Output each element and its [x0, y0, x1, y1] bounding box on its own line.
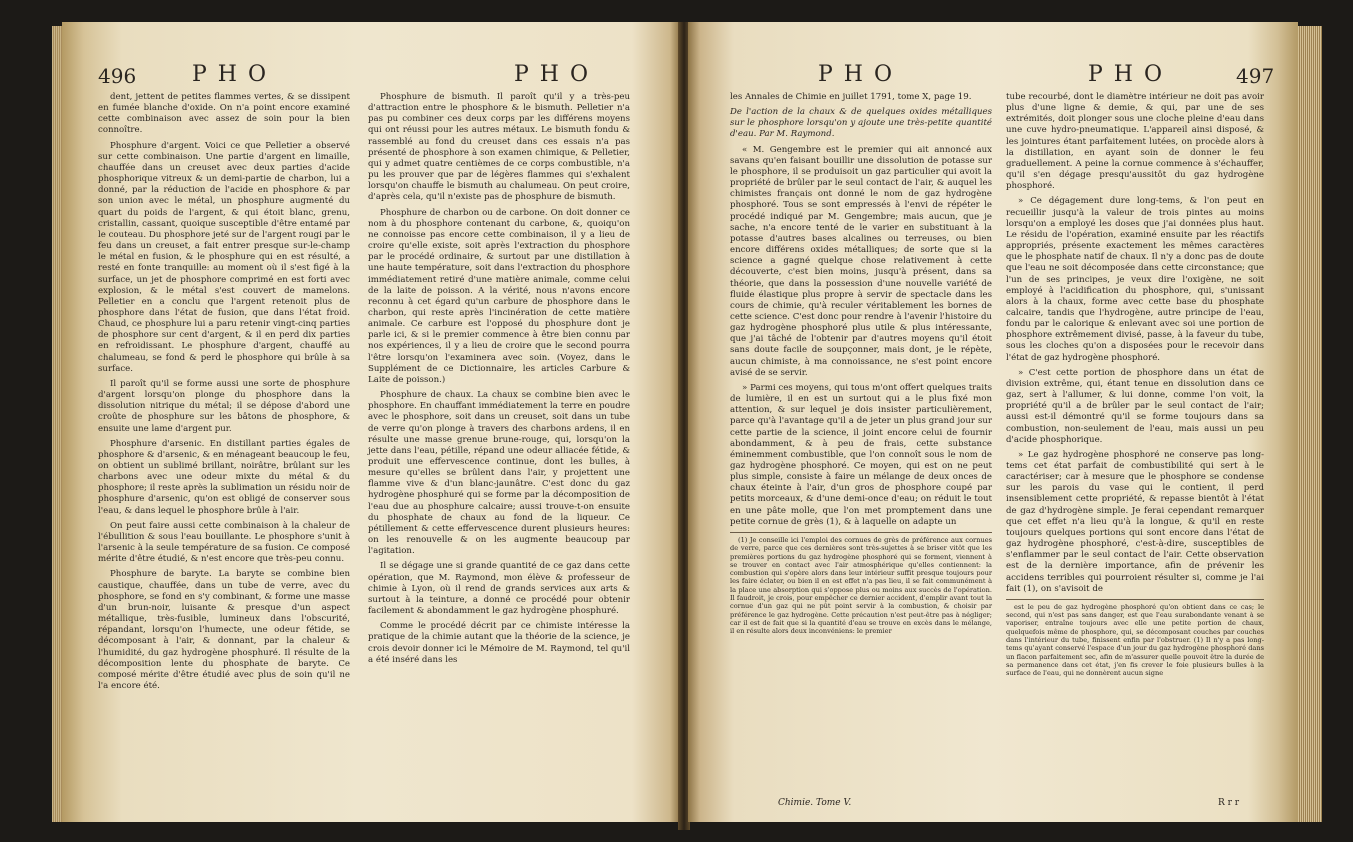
paragraph: Phosphure d'argent. Voici ce que Pelletier a observé sur cette combinaison. Une partie d'argent en limaille, chauffée dans un creuset avec deux parties d'acide phosphorique vitreux & un demi-partie de charbon, lui a donné, par la réduction de l'acide en phosphore & par son union avec le métal, un phosphure augmenté du quart du poids de l'argent, & qui étoit blanc, grenu, cristallin, cassant, quoique susceptible d'être entamé par le couteau. Du phosphore jeté sur de l'argent rougi par le feu dans un creuset, a fait entrer presque sur-le-champ le métal en fusion, & le phosphure qui en est résulté, a resté en fonte tranquille: au moment où il s'est figé à la surface, un jet de phosphore comprimé en est forti avec explosion, & le métal s'est couvert de mamelons. Pelletier en a conclu que l'argent retenoit plus de phosphore dans l'état de fusion, que dans l'état froid. Chaud, ce phosphure lui a paru retenir vingt-cinq parties de phosphore sur cent d'argent, & il en perd dix parties en refroidissant. Le phosphure d'argent, chauffé au chalumeau, se fond & perd le phosphore qui brûle à sa surface.: [98, 140, 350, 374]
paragraph: « M. Gengembre est le premier qui ait annoncé aux savans qu'en faisant bouillir une dissolution de potasse sur le phosphore, il se produisoit un gaz particulier qui avoit la propriété de brûler par le seul contact de l'air, & auquel les chimistes français ont donné le nom de gaz hydrogène phosphoré. Tous se sont empressés à l'envi de répéter le procédé indiqué par M. Gengembre; mais aucun, que je sache, n'a encore tenté de le varier en substituant à la potasse d'autres bases alcalines ou terreuses, ou bien encore différens oxides métalliques; de sorte que si la science a gagné quelque chose relativement à cette découverte, c'est bien moins, jusqu'à présent, dans sa théorie, que dans la possession d'une nouvelle variété de fluide élastique plus propre à servir de spectacle dans les cours de chimie, qu'à reculer véritablement les bornes de cette science. C'est donc pour rendre à l'avenir l'histoire du gaz hydrogène phosphoré plus utile & plus intéressante, que j'ai tâché de l'obtenir par d'autres moyens qu'il étoit sans doute facile de soupçonner, mais dont, je le répète, aucun chimiste, à ma connoissance, ne s'est point encore avisé de se servir.: [730, 144, 992, 378]
left-running-head-1: P H O: [192, 62, 269, 87]
paragraph: Il se dégage une si grande quantité de ce gaz dans cette opération, que M. Raymond, mon élève & professeur de chimie à Lyon, où il rend de grands services aux arts & surtout à la teinture, a donné ce procédé pour obtenir facilement & abondamment le gaz hydrogène phosphuré.: [368, 561, 630, 617]
paragraph: Phosphure de bismuth. Il paroît qu'il y a très-peu d'attraction entre le phosphore & le bismuth. Pelletier n'a pas pu combiner ces deux corps par les différens moyens qui ont réussi pour les autres métaux. Le bismuth fondu & rassemblé au fond du creuset dans ces essais n'a pas présenté de phosphore à son examen chimique, & Pelletier, qui y admet quatre centièmes de ce corps combustible, n'a pu les prouver que par de légères flammes qui s'exhalent lorsqu'on chauffe le bismuth au chalumeau. On peut croire, d'après cela, qu'il n'existe pas de phosphure de bismuth.: [368, 92, 630, 203]
footnote-text: est le peu de gaz hydrogène phosphoré qu'on obtient dans ce cas; le second, qui n'est pas sans danger, est que l'eau surabondante venant à se vaporiser, entraîne toujours avec elle une petite portion de chaux, quelquefois même de phosphore, qui, se décomposant couches par couches dans l'intérieur du tube, finissent enfin par l'obstruer. (1) Il n'y a pas long-tems qu'ayant conservé l'espace d'un jour du gaz hydrogène phosphoré dans un flacon parfaitement sec, afin de m'assurer quelle pouvoit être la durée de sa permanence dans cet état, j'en fis crever le foie plusieurs bulles à la surface de l'eau, qui ne donnèrent aucun signe: [1006, 602, 1264, 678]
right-running-head-1: P H O: [818, 62, 895, 87]
signature-footer: Chimie. Tome V.: [778, 798, 852, 808]
paragraph: dent, jettent de petites flammes vertes, & se dissipent en fumée blanche d'oxide. On n'a point encore examiné cette combinaison avec assez de soin pour la bien connoître.: [98, 92, 350, 136]
paragraph: tube recourbé, dont le diamètre intérieur ne doit pas avoir plus d'une ligne & demie, & qui, par une de ses extrémités, doit plonger sous une cloche pleine d'eau dans une cuve hydro-pneumatique. L'appareil ainsi disposé, & les jointures étant parfaitement lutées, on procède alors à la distillation, en ayant soin de donner le feu graduellement. A peine la cornue commence à s'échauffer, qu'il s'en dégage presqu'aussitôt du gaz hydrogène phosphoré.: [1006, 92, 1264, 192]
footnote: [1006, 599, 1264, 678]
memoir-title: De l'action de la chaux & de quelques oxides métalliques sur le phosphore lorsqu'on y ajoute une très-petite quantité d'eau. Par M. Raymond.: [730, 107, 992, 140]
paragraph: Phosphure d'arsenic. En distillant parties égales de phosphore & d'arsenic, & en ménageant beaucoup le feu, on obtient un sublimé brillant, noirâtre, brûlant sur les charbons avec une odeur mixte du métal & du phosphore; il reste après la sublimation un résidu noir de phosphure d'arsenic, qu'on est obligé de conserver sous l'eau, & dans lequel le phosphore brûle à l'air.: [98, 438, 350, 516]
right-page: [688, 22, 1298, 822]
paragraph: » C'est cette portion de phosphore dans un état de division extrême, qui, étant tenue en dissolution dans ce gaz, sert à l'allumer, & lui donne, comme l'on voit, la propriété qu'il a de brûler par le seul contact de l'air; aussi est-il démontré qu'il se forme toujours dans sa combustion, non-seulement de l'eau, mais aussi un peu d'acide phosphorique.: [1006, 367, 1264, 445]
footnote: [730, 532, 992, 636]
left-page-number: 496: [98, 64, 137, 88]
paragraph: Phosphure de baryte. La baryte se combine bien caustique, chauffée, dans un tube de verre, avec du phosphore, se fond en s'y combinant, & forme une masse d'un brun-noir, luisante & presque d'un aspect métallique, très-fusible, lumineux dans l'obscurité, répandant, lorsqu'on l'humecte, une odeur fétide, se décomposant à l'air, & donnant, par la chaleur & l'humidité, du gaz hydrogène phosphuré. Il résulte de la décomposition lente du phosphate de baryte. Ce composé mérite d'être étudié avec plus de soin qu'il ne l'a encore été.: [98, 569, 350, 691]
right-running-head-2: P H O: [1088, 62, 1165, 87]
open-book: [52, 22, 1322, 830]
left-column-2: [368, 92, 630, 670]
paragraph: » Le gaz hydrogène phosphoré ne conserve pas long-tems cet état parfait de combustibilité qui sert à le caractériser; car à mesure que le phosphore se condense sur les parois du vase qui le contient, il perd insensiblement cette propriété, & repasse bientôt à l'état de gaz d'hydrogène simple. Je ferai cependant remarquer que cet effet n'a lieu qu'à la longue, & qu'il en reste toujours quelques portions qui sont encore dans l'état de gaz hydrogène phosphoré, c'est-à-dire, susceptibles de s'enflammer par le seul contact de l'air. Cette observation est de la dernière importance, afin de prévenir les accidens terribles qui pourroient résulter si, comme je l'ai fait (1), on s'avisoit de: [1006, 449, 1264, 594]
left-column-1: [98, 92, 350, 696]
paragraph: Il paroît qu'il se forme aussi une sorte de phosphure d'argent lorsqu'on plonge du phosphore dans la dissolution nitrique du métal; il se dépose d'abord une croûte de phosphure sur les bâtons de phosphore, & ensuite une lame d'argent pur.: [98, 378, 350, 434]
left-page: [62, 22, 680, 822]
footnote-text: (1) Je conseille ici l'emploi des cornues de grès de préférence aux cornues de verre, parce que ces dernières sont très-sujettes à se briser vitôt que les premières portions du gaz hydrogène phosphoré qui se forment, viennent à se trouver en contact avec l'air atmosphérique qu'elles contiennent: la combustion qui s'opère alors dans leur intérieur suffit presque toujours pour les faire éclater, ou bien il en est effet n'a pas lieu, il se fait communément à la place une absorption qui s'oppose plus ou moins aux succès de l'opération. Il faudroit, je crois, pour empêcher ce dernier accident, d'emplir avant tout la cornue d'un gaz qui ne pût point servir à la combustion, & choisir par préférence le gaz hydrogène. Cette précaution n'est peut-être pas à négliger; car il est de fait que si la quantité d'eau se trouve en excès dans le mélange, il en résulte alors deux inconvéniens: le premier: [730, 535, 992, 636]
paragraph: » Ce dégagement dure long-tems, & l'on peut en recueillir jusqu'à la valeur de trois pintes au moins lorsqu'on a employé les doses que j'ai données plus haut. Le résidu de l'opération, examiné ensuite par les réactifs appropriés, présente exactement les mêmes caractères que le phosphate natif de chaux. Il n'y a donc pas de doute que l'eau ne soit décomposée dans cette circonstance; que l'un de ses principes, je veux dire l'oxigène, ne soit employé à l'acidification du phosphore, qui, s'unissant alors à la chaux, forme avec cette base du phosphate calcaire, tandis que l'hydrogène, autre principe de l'eau, fondu par le calorique & enlevant avec soi une portion de phosphore extrêmement divisé, passe, à la faveur du tube, sous les cloches qu'on a disposées pour le recevoir dans l'état de gaz hydrogène phosphoré.: [1006, 196, 1264, 363]
page-edges-right: [1298, 26, 1322, 822]
paragraph: Phosphure de chaux. La chaux se combine bien avec le phosphore. En chauffant immédiatement la terre en poudre avec le phosphore, soit dans un creuset, soit dans un tube de verre qu'on plonge à travers des charbons ardens, il en résulte une masse grenue brune-rouge, qui, lorsqu'on la jette dans l'eau, pétille, répand une odeur alliacée fétide, & produit une effervescence continue, dont les bulles, à mesure qu'elles se brûlent dans l'air, y projettent une flamme vive & d'un blanc-jaunâtre. C'est donc du gaz hydrogène phosphuré qui se forme par la décomposition de l'eau due au phosphure calcaire; aussi trouve-t-on ensuite du phosphate de chaux au fond de la liqueur. Ce pétillement & cette effervescence durent plusieurs heures: on les renouvelle & on les augmente beaucoup par l'agitation.: [368, 390, 630, 557]
right-column-1: [730, 92, 992, 638]
signature-mark: R r r: [1218, 798, 1240, 808]
paragraph: les Annales de Chimie en juillet 1791, tome X, page 19.: [730, 92, 972, 102]
right-page-number: 497: [1236, 64, 1275, 88]
paragraph: On peut faire aussi cette combinaison à la chaleur de l'ébullition & sous l'eau bouillante. Le phosphore s'unit à l'arsenic à la seule température de sa fusion. Ce composé mérite d'être étudié, & n'est encore que très-peu connu.: [98, 520, 350, 565]
left-running-head-2: P H O: [514, 62, 591, 87]
paragraph: » Parmi ces moyens, qui tous m'ont offert quelques traits de lumière, il en est un surtout qui a le plus fixé mon attention, & sur lequel je dois insister particulièrement, parce qu'à l'avantage qu'il a de jeter un plus grand jour sur cette partie de la science, il joint encore celui de fournir abondamment, & à peu de frais, cette substance éminemment combustible, que l'on connoît sous le nom de gaz hydrogène phosphoré. Ce moyen, qui est on ne peut plus simple, consiste à faire un mélange de deux onces de chaux éteinte à l'air, d'un gros de phosphore coupé par petits morceaux, & d'une demi-once d'eau; on réduit le tout en une pâte molle, que l'on met promptement dans une petite cornue de grès (1), & à laquelle on adapte un: [730, 382, 992, 527]
paragraph: Phosphure de charbon ou de carbone. On doit donner ce nom à du phosphore contenant du carbone, &, quoiqu'on ne connoisse pas encore cette combinaison, il y a lieu de croire qu'elle existe, soit après l'extraction du phosphore par le procédé ordinaire, & surtout par une distillation à une haute température, soit dans l'extraction du phosphore immédiatement retiré d'une matière animale, comme celui de la laite de poisson. A la vérité, nous n'avons encore reconnu à cet égard qu'un carbure de phosphore dans le charbon, qui reste après l'incinération de cette matière animale. Ce carbure est l'opposé du phosphure dont je parle ici, & si le premier commence à être bien connu par nos expériences, il y a lieu de croire que le second pourra l'être lorsqu'on l'examinera avec soin. (Voyez, dans le Supplément de ce Dictionnaire, les articles Carbure & Laite de poisson.): [368, 207, 630, 385]
paragraph: Comme le procédé décrit par ce chimiste intéresse la pratique de la chimie autant que la théorie de la science, je crois devoir donner ici le Mémoire de M. Raymond, tel qu'il a été inséré dans les: [368, 621, 630, 665]
right-column-2: [1006, 92, 1264, 680]
